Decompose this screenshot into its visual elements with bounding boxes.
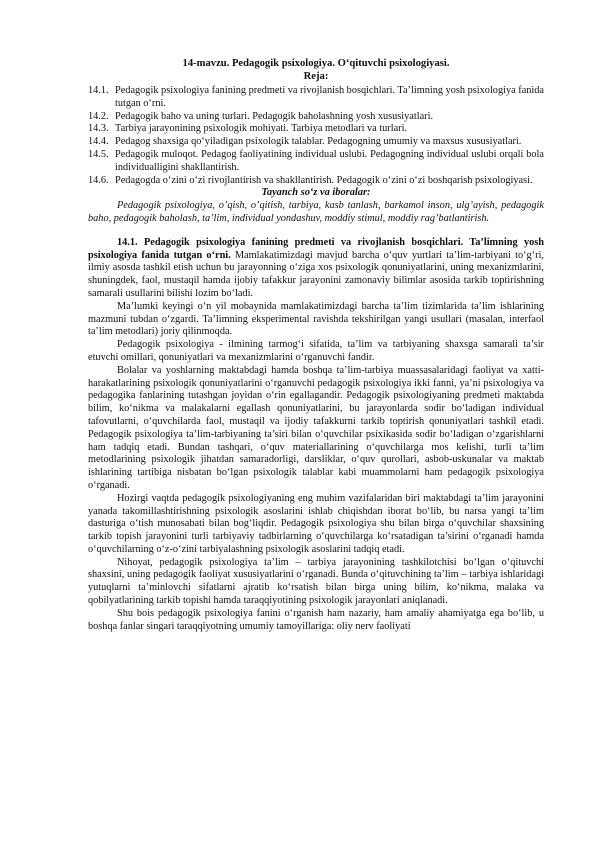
- plan-item-text: Pedagog shaxsiga qo‘yiladigan psixologik talablar. Pedagogning umumiy va maxsus xususiyatlari.: [115, 136, 522, 148]
- section-intro: Mamlakatimizdagi mavjud barcha o‘quv yurtlari ta’lim-tarbiyani to‘g‘ri, ilmiy asosda tashkil etish uchun bu jarayonning o‘ziga xos psixologik qonuniyatlarini, uning mexanizmlarini, shuningdek, faol, mustaqil hamda ijobiy tafakkur jarayonini zamonaviy bilimlar asosida tarkib toptirishning samarali usullarini bilishi lozim bo‘ladi.: [88, 249, 545, 299]
- plan-item-number: 14.5.: [88, 148, 109, 160]
- plan-item: [88, 111, 544, 124]
- plan-item: [88, 149, 544, 175]
- plan-item: [88, 85, 544, 111]
- plan-item: [88, 136, 544, 149]
- section-first-paragraph: [88, 237, 544, 301]
- body-paragraph: Shu bois pedagogik psixologiya fanini o‘rganish ham nazariy, ham amaliy ahamiyatga ega bo‘lib, u boshqa fanlar singari taraqqiyotning umumiy tamoyillariga: oliy nerv faoliyati: [88, 607, 544, 632]
- plan-heading: Reja:: [303, 71, 329, 82]
- body-paragraph: Nihoyat, pedagogik psixologiya ta’lim – tarbiya jarayonining tashkilotchisi bo‘lgan o‘qituvchi shaxsini, uning pedagogik faoliyat xususiyatlarini o‘rganadi. Bunda o‘qituvchining ta’lim – tarbiya ishlaridagi yutuqlarni ta’minlovchi sifatlarni ajratib ko‘rsatish bilan birga uning bilim, ko‘nikma, malaka va qobilyatlarining tarkib topishi hamda taraqqiyotining psixologik jarayonlari aniqlanadi.: [88, 556, 544, 607]
- plan-item-text: Pedagogik psixologiya fanining predmeti va rivojlanish bosqichlari. Ta’limning yosh psixologiya fanida tutgan o‘rni.: [115, 85, 544, 109]
- plan-item-number: 14.4.: [88, 136, 109, 148]
- plan-item-number: 14.6.: [88, 174, 109, 186]
- body-paragraph: Pedagogik psixologiya - ilmining tarmog‘i sifatida, ta’lim va tarbiyaning shaxsga samarali ta’sir etuvchi omillari, qonuniyatlari va mexanizmlarini o‘rganuvchi fandir.: [88, 339, 544, 363]
- plan-item-number: 14.1.: [88, 85, 109, 96]
- plan-list: [88, 85, 544, 187]
- plan-item: [88, 123, 544, 136]
- section-heading: 14.1. Pedagogik psixologiya fanining predmeti va rivojlanish bosqichlari. Ta’limning yosh psixologiya fanida tutgan o‘rni.: [88, 236, 544, 261]
- plan-item: [88, 175, 544, 188]
- plan-item-text: Pedagogik baho va uning turlari. Pedagogik baholashning yosh xususiyatlari.: [115, 110, 434, 122]
- body-paragraph: Hozirgi vaqtda pedagogik psixologiyaning eng muhim vazifalaridan biri maktabdagi ta’lim jarayonini yanada takomillashtirishning psixologik asoslarini ishlab chiqishdan iborat bo‘lib, bu narsa yangi ta’lim dasturiga o‘tish munosabati bilan bog‘liqdir. Pedagogik psixologiya shu bilan birga o‘quvchilar shaxsining tarkib topish jarayonini turli tarbiyaviy tadbirlarning o‘quvchilarga ko‘rsatadigan ta’sirini o‘rganadi hamda o‘quvchilarning o‘z-o‘zini tarbiyalashning psixologik asoslarini tadqiq etadi.: [88, 492, 544, 555]
- plan-item-text: Tarbiya jarayonining psixologik mohiyati. Tarbiya metodlari va turlari.: [115, 123, 408, 135]
- plan-item-number: 14.2.: [88, 110, 109, 122]
- keywords-heading: Tayanch so‘z va iboralar:: [261, 187, 371, 199]
- body-paragraph: Bolalar va yoshlarning maktabdagi hamda boshqa ta’lim-tarbiya muassasalaridagi faoliyat va xatti-harakatlarining psixologik qonuniyatlarini o‘rganuvchi pedagogik psixologiya ikki fanni, ya’ni psixologiya va pedagogika fanlarining tutashgan joyidan o‘rin egallagandir. Pedagogik psixologiyaning predmeti maktabda bilim, ko‘nikma va malakalarni egallash qonuniyatlarini, bu jarayonlarda sodir bo‘ladigan individual tafovutlarni, o‘quvchilarda faol, mustaqil va ijodiy tafakkurni tarkib toptirish qonuniyatlari tashkil etadi. Pedagogik psixologiya ta’lim-tarbiyaning ta’siri bilan o‘quvchilar psixikasida sodir bo‘ladigan o‘zgarishlarni ham tadqiq etadi. Bundan tashqari, o‘quv materiallarining o‘quvchilarga mos kelishi, turli ta’lim metodlarining psixologik jihatdan samaradorligi, darsliklar, o‘quv qurollari, asbob-uskunalar va maktab ishlarining tartibiga nisbatan bo‘lgan psixologik talablar kabi muammolarni ham pedagogik psixologiya o‘rganadi.: [88, 364, 544, 491]
- body-paragraph: Ma’lumki keyingi o‘n yil mobaynida mamlakatimizdagi barcha ta’lim tizimlarida ta’lim ishlarining mazmuni tubdan o‘zgardi. Ta’limning eksperimental ravishda tekshirilgan yangi usullari (masalan, interfaol ta’lim metodlari) joriy qilinmoqda.: [88, 300, 544, 338]
- plan-item-number: 14.3.: [88, 123, 109, 135]
- plan-item-text: Pedagogik muloqot. Pedagog faoliyatining individual uslubi. Pedagogning individual uslubi orqali bola individualligini shakllantirish.: [115, 148, 544, 173]
- keywords-text: Pedagogik psixologiya, o’qish, o’qitish, tarbiya, kasb tanlash, barkamol inson, ulg’ayish, pedagogik baho, pedagogik baholash, ta’lim, individual yondashuv, moddiy stimul, moddiy rag’batlantirish.: [88, 200, 544, 224]
- topic-title: 14-mavzu. Pedagogik psixologiya. O‘qituvchi psixologiyasi.: [182, 58, 450, 69]
- plan-item-text: Pedagogda o‘zini o‘zi rivojlantirish va shakllantirish. Pedagogik o‘zini o‘zi boshqarish psixologiyasi.: [115, 174, 533, 186]
